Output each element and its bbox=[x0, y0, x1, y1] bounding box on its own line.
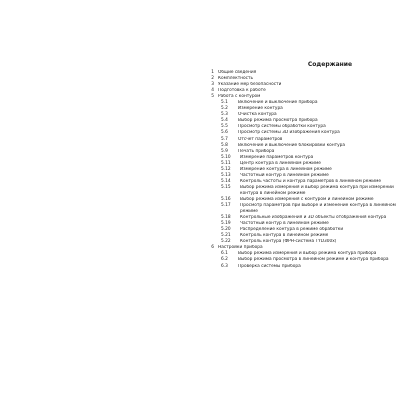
toc-entry-number: 5.6 bbox=[221, 130, 228, 136]
toc-entry-text: Выбор режима измерения с контуром и линейном режиме bbox=[240, 196, 374, 202]
toc-entry-number: 5.3 bbox=[221, 112, 228, 118]
toc-entry-text: Просмотр системы 3D изображения контура bbox=[238, 130, 340, 136]
toc-entry-text: Частотный контур в линейном режиме bbox=[240, 221, 329, 227]
toc-entry-number: 5.18 bbox=[221, 215, 231, 221]
toc-entry-text: Работа с контуром bbox=[218, 94, 261, 100]
toc-entry-text: Выбор режима измерения и выбор режима контура при измерении контура в линейном режиме bbox=[240, 184, 394, 196]
toc-entry-number: 5.12 bbox=[221, 166, 231, 172]
toc-entry-number: 5.8 bbox=[221, 142, 228, 148]
toc-entry-text: Комплектность bbox=[218, 76, 254, 82]
toc-entry-number: 5.10 bbox=[221, 154, 231, 160]
toc-entry-number: 2 bbox=[211, 76, 214, 82]
toc-entry-text: Измерение контура в линейном режиме bbox=[240, 166, 332, 172]
toc-entry-text: Общие сведения bbox=[218, 70, 257, 75]
toc-entry-number: 5 bbox=[211, 94, 214, 100]
toc-entry bbox=[0, 185, 400, 197]
toc-entry-text: Контрольные изображения и 3D объекты отображения контура bbox=[240, 215, 387, 221]
toc-entry-number: 5.15 bbox=[221, 184, 231, 190]
toc-entry-text: Просмотр системы обработки контура bbox=[238, 124, 326, 130]
toc-entry-number: 3 bbox=[211, 82, 214, 88]
toc-entry-text: Включение и выключение блокировки контура bbox=[238, 142, 346, 148]
toc-entry-number: 5.13 bbox=[221, 172, 231, 178]
toc-entry-text: Отсчет параметров bbox=[238, 136, 283, 142]
toc-entry bbox=[0, 203, 400, 215]
toc-entry-text: Настройки прибора bbox=[218, 245, 263, 251]
page-title: Содержание bbox=[307, 61, 353, 68]
toc-entry-text: Выбор режима измерения и выбор режима контура прибора bbox=[238, 251, 377, 257]
toc-entry-number: 5.9 bbox=[221, 148, 228, 154]
toc-entry-text: Контроль контура (ФРН-система TYD300x) bbox=[240, 239, 337, 245]
toc-entry-text: Измерение параметров контура bbox=[240, 154, 314, 160]
toc-entry-number: 4 bbox=[211, 88, 214, 94]
toc-entry-number: 1 bbox=[211, 70, 214, 75]
toc-entry-number: 5.2 bbox=[221, 106, 228, 112]
toc-entry-text: Подготовка к работе bbox=[218, 88, 266, 94]
toc-entry-number: 5.19 bbox=[221, 221, 231, 227]
toc-entry-text: Очистка контура bbox=[238, 112, 277, 118]
toc-entry-text: Распределение контура в режиме обработки bbox=[240, 227, 344, 233]
toc-entry-number: 5.7 bbox=[221, 136, 228, 142]
toc-entry-text: Частотный контур в линейном режиме bbox=[240, 172, 329, 178]
toc-entry-text: Включение и выключение прибора bbox=[238, 100, 318, 106]
toc-entry-number: 6.3 bbox=[221, 263, 228, 269]
toc-entry-text: Выбор режима просмотра в линейном режиме и контура прибора bbox=[238, 257, 389, 263]
toc-entry-text: Указание мер безопасности bbox=[218, 82, 282, 88]
toc-entry-text: Контроль контура в линейном режиме bbox=[240, 233, 329, 239]
toc-entry-text: Выбор режима просмотра прибора bbox=[238, 118, 318, 124]
toc-entry-number: 5.20 bbox=[221, 227, 231, 233]
toc-entry-number: 5.11 bbox=[221, 160, 231, 166]
toc-entry-number: 5.1 bbox=[221, 100, 228, 106]
toc-entry bbox=[0, 264, 400, 270]
toc-entry-number: 6.1 bbox=[221, 251, 228, 257]
toc-entry-number: 6.2 bbox=[221, 257, 228, 263]
toc-entry-number: 5.4 bbox=[221, 118, 228, 124]
toc-list bbox=[0, 70, 400, 270]
toc-entry-text: Центр контура в линейном режиме bbox=[240, 160, 321, 166]
toc-entry-text: Проверка системы прибора bbox=[238, 263, 301, 269]
toc-entry-number: 5.17 bbox=[221, 203, 231, 209]
toc-entry-text: Просмотр параметров при выборе и изменение контура в линейном режиме bbox=[240, 203, 396, 215]
toc-entry-text: Измерение контура bbox=[238, 106, 283, 112]
toc-entry-text: Печать прибора bbox=[238, 148, 275, 154]
toc-entry-number: 6 bbox=[211, 245, 214, 251]
toc-entry-text: Контроль частоты и контура параметров в линейном режиме bbox=[240, 178, 381, 184]
toc-entry-number: 5.21 bbox=[221, 233, 231, 239]
toc-entry-number: 5.16 bbox=[221, 196, 231, 202]
toc-entry-number: 5.5 bbox=[221, 124, 228, 130]
toc-entry-number: 5.22 bbox=[221, 239, 231, 245]
toc-entry-number: 5.14 bbox=[221, 178, 231, 184]
